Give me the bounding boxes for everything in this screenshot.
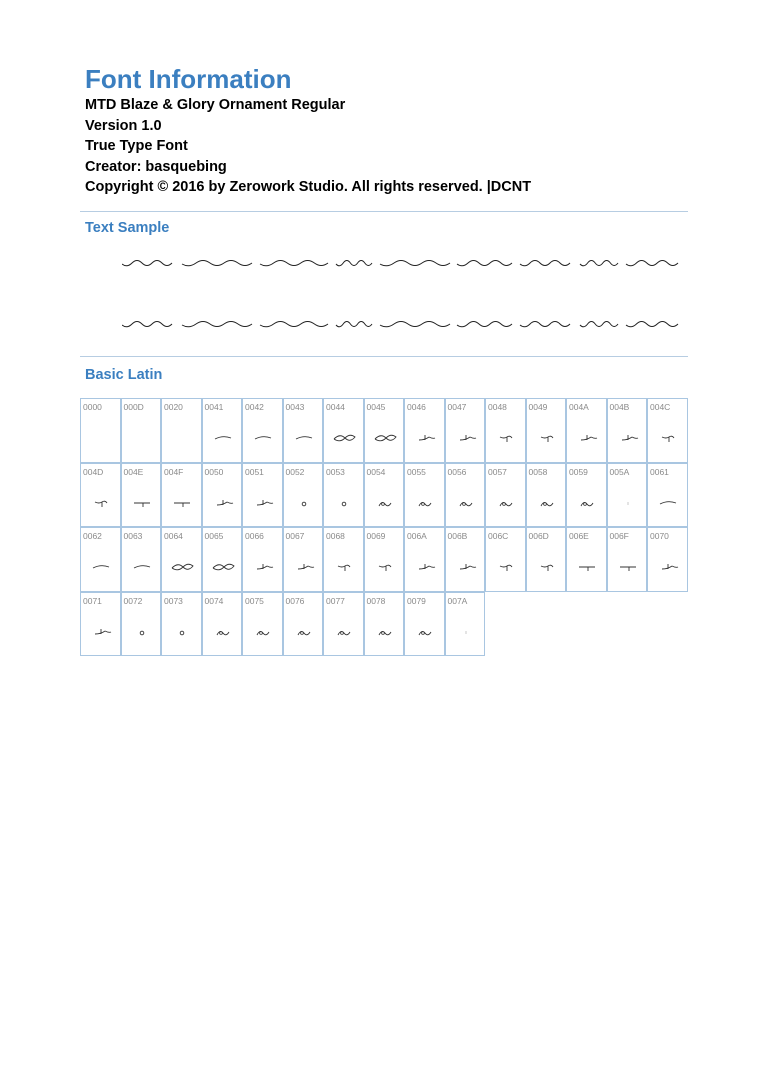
glyph-code: 004D — [83, 466, 104, 477]
text-sample-row — [122, 317, 682, 331]
curl-ornament-glyph — [203, 464, 243, 528]
glyph-cell — [364, 398, 405, 463]
glyph-cell — [566, 398, 607, 463]
glyph-code: 000D — [123, 402, 144, 412]
knot-ornament-glyph — [365, 464, 405, 528]
hook-ornament-glyph — [648, 399, 688, 463]
glyph-code: 007A — [447, 595, 468, 606]
glyph-cell — [242, 398, 283, 463]
dot-ornament-glyph — [324, 464, 364, 528]
knot-ornament-glyph — [567, 464, 607, 528]
glyph-code: 0065 — [204, 531, 224, 541]
glyph-code: 006A — [407, 531, 427, 541]
glyph-code: 0049 — [528, 402, 548, 412]
tick-ornament-glyph — [446, 593, 486, 657]
glyph-cell — [202, 592, 243, 657]
glyph-cell — [283, 592, 324, 657]
glyph-cell — [323, 463, 364, 528]
text-sample-row — [122, 256, 682, 270]
bar-ornament-glyph — [567, 528, 607, 592]
glyph-code: 0044 — [326, 402, 345, 412]
font-info-block — [85, 95, 531, 198]
glyph-cell — [121, 463, 162, 528]
text-sample-ornaments — [122, 256, 682, 270]
glyph-code: 0052 — [285, 466, 305, 477]
glyph-cell — [283, 527, 324, 592]
glyph-cell — [526, 527, 567, 592]
glyph-cell — [526, 398, 567, 463]
glyph-code: 0054 — [366, 466, 386, 477]
bar-ornament-glyph — [608, 528, 648, 592]
knot-ornament-glyph — [324, 593, 364, 657]
sample-ornament-word — [580, 261, 618, 266]
glyph-cell — [242, 527, 283, 592]
glyph-code: 0071 — [83, 595, 102, 606]
glyph-code: 0075 — [245, 595, 264, 606]
glyph-code: 0078 — [366, 595, 386, 606]
curl-ornament-glyph — [81, 593, 121, 657]
glyph-code: 0048 — [488, 402, 507, 412]
curl-ornament-glyph — [648, 528, 688, 592]
glyph-code: 0077 — [326, 595, 345, 606]
glyph-cell — [445, 463, 486, 528]
glyph-code: 0056 — [447, 466, 467, 477]
glyph-cell — [121, 398, 162, 463]
glyph-cell — [647, 398, 688, 463]
glyph-cell — [202, 398, 243, 463]
glyph-code: 0041 — [204, 402, 224, 412]
curl-ornament-glyph — [446, 528, 486, 592]
glyph-code: 004F — [164, 466, 184, 477]
glyph-code: 0069 — [366, 531, 386, 541]
glyph-cell — [161, 592, 202, 657]
glyph-cell — [647, 527, 688, 592]
glyph-cell — [526, 463, 567, 528]
sample-ornament-word — [626, 322, 678, 327]
sample-ornament-word — [182, 261, 252, 266]
glyph-code: 0064 — [164, 531, 183, 541]
glyph-code: 004B — [609, 402, 630, 412]
glyph-cell — [485, 463, 526, 528]
glyph-code: 0042 — [245, 402, 264, 412]
glyph-code: 0020 — [164, 402, 183, 412]
font-type: True Type Font — [85, 138, 188, 154]
hook-ornament-glyph — [365, 528, 405, 592]
glyph-cell — [445, 527, 486, 592]
glyph-cell — [485, 527, 526, 592]
basic-latin-heading: Basic Latin — [85, 367, 163, 383]
glyph-code: 0050 — [204, 466, 224, 477]
hook-ornament-glyph — [324, 528, 364, 592]
swash-ornament-glyph — [122, 528, 162, 592]
glyph-code: 005A — [609, 466, 630, 477]
glyph-cell — [283, 398, 324, 463]
glyph-cell — [80, 592, 121, 657]
glyph-code: 0055 — [407, 466, 426, 477]
bar-ornament-glyph — [122, 464, 162, 528]
sample-ornament-word — [457, 261, 512, 266]
glyph-grid — [80, 398, 689, 658]
sample-ornament-word — [380, 261, 450, 266]
knot-ornament-glyph — [405, 464, 445, 528]
glyph-code: 0000 — [83, 402, 102, 412]
glyph-cell — [121, 527, 162, 592]
hook-ornament-glyph — [486, 528, 526, 592]
hook-ornament-glyph — [81, 464, 121, 528]
glyph-cell — [161, 527, 202, 592]
knot-ornament-glyph — [486, 464, 526, 528]
glyph-code: 004E — [123, 466, 144, 477]
glyph-code: 0051 — [245, 466, 264, 477]
sample-ornament-word — [260, 322, 328, 327]
sample-ornament-word — [260, 261, 328, 266]
swash-ornament-glyph — [648, 464, 688, 528]
glyph-cell — [364, 592, 405, 657]
sample-ornament-word — [336, 261, 372, 266]
glyph-code: 0068 — [326, 531, 345, 541]
tick-ornament-glyph — [608, 464, 648, 528]
font-name: MTD Blaze & Glory Ornament Regular — [85, 97, 346, 113]
loop-ornament-glyph — [324, 399, 364, 463]
glyph-code: 0046 — [407, 402, 426, 412]
glyph-cell — [404, 463, 445, 528]
knot-ornament-glyph — [365, 593, 405, 657]
sample-ornament-word — [520, 322, 570, 327]
knot-ornament-glyph — [405, 593, 445, 657]
text-sample-heading: Text Sample — [85, 220, 170, 236]
curl-ornament-glyph — [608, 399, 648, 463]
glyph-code: 0074 — [204, 595, 224, 606]
sample-ornament-word — [182, 322, 252, 327]
glyph-code: 0073 — [164, 595, 183, 606]
glyph-cell — [485, 398, 526, 463]
glyph-cell — [364, 527, 405, 592]
glyph-code: 0079 — [407, 595, 426, 606]
section-divider — [80, 356, 688, 357]
glyph-cell — [242, 463, 283, 528]
section-divider — [80, 211, 688, 212]
swash-ornament-glyph — [203, 399, 243, 463]
glyph-cell — [80, 398, 121, 463]
glyph-code: 0067 — [285, 531, 305, 541]
glyph-code: 0066 — [245, 531, 264, 541]
glyph-cell — [566, 527, 607, 592]
glyph-cell — [404, 527, 445, 592]
dot-ornament-glyph — [122, 593, 162, 657]
glyph-cell — [161, 463, 202, 528]
glyph-code: 004A — [569, 402, 589, 412]
knot-ornament-glyph — [446, 464, 486, 528]
glyph-cell — [161, 398, 202, 463]
knot-ornament-glyph — [203, 593, 243, 657]
glyph-cell — [323, 527, 364, 592]
glyph-cell — [202, 463, 243, 528]
glyph-cell — [323, 592, 364, 657]
loop-ornament-glyph — [365, 399, 405, 463]
glyph-code: 006B — [447, 531, 468, 541]
glyph-code: 0043 — [285, 402, 305, 412]
glyph-cell — [404, 592, 445, 657]
glyph-code: 0061 — [650, 466, 669, 477]
swash-ornament-glyph — [243, 399, 283, 463]
glyph-code: 006D — [528, 531, 549, 541]
sample-ornament-word — [336, 322, 372, 327]
knot-ornament-glyph — [243, 593, 283, 657]
glyph-cell — [607, 398, 648, 463]
sample-ornament-word — [380, 322, 450, 327]
curl-ornament-glyph — [243, 528, 283, 592]
glyph-code: 0047 — [447, 402, 467, 412]
glyph-code: 0062 — [83, 531, 102, 541]
sample-ornament-word — [580, 322, 618, 327]
glyph-cell — [445, 592, 486, 657]
sample-ornament-word — [457, 322, 512, 327]
curl-ornament-glyph — [446, 399, 486, 463]
glyph-cell — [607, 463, 648, 528]
text-sample-ornaments — [122, 317, 682, 331]
curl-ornament-glyph — [243, 464, 283, 528]
dot-ornament-glyph — [284, 464, 324, 528]
bar-ornament-glyph — [162, 464, 202, 528]
glyph-cell — [404, 398, 445, 463]
glyph-code: 0070 — [650, 531, 669, 541]
hook-ornament-glyph — [527, 399, 567, 463]
dot-ornament-glyph — [162, 593, 202, 657]
page-title: Font Information — [85, 64, 292, 94]
glyph-code: 0063 — [123, 531, 143, 541]
knot-ornament-glyph — [527, 464, 567, 528]
glyph-code: 0072 — [123, 595, 143, 606]
sample-ornament-word — [626, 261, 678, 266]
glyph-cell — [364, 463, 405, 528]
loop-ornament-glyph — [162, 528, 202, 592]
glyph-code: 0059 — [569, 466, 588, 477]
curl-ornament-glyph — [284, 528, 324, 592]
glyph-cell — [607, 527, 648, 592]
glyph-cell — [121, 592, 162, 657]
glyph-cell — [202, 527, 243, 592]
sample-ornament-word — [520, 261, 570, 266]
glyph-cell — [283, 463, 324, 528]
sample-ornament-word — [122, 261, 172, 266]
hook-ornament-glyph — [527, 528, 567, 592]
glyph-code: 0045 — [366, 402, 386, 412]
hook-ornament-glyph — [486, 399, 526, 463]
font-creator: Creator: basquebing — [85, 158, 227, 175]
curl-ornament-glyph — [567, 399, 607, 463]
glyph-code: 006E — [569, 531, 589, 541]
glyph-code: 0076 — [285, 595, 305, 606]
glyph-code: 0053 — [326, 466, 345, 477]
glyph-code: 0058 — [528, 466, 548, 477]
swash-ornament-glyph — [284, 399, 324, 463]
glyph-cell — [445, 398, 486, 463]
glyph-code: 004C — [650, 402, 671, 412]
glyph-cell — [566, 463, 607, 528]
font-version: Version 1.0 — [85, 117, 162, 134]
glyph-cell — [80, 527, 121, 592]
glyph-code: 006F — [609, 531, 629, 541]
glyph-cell — [242, 592, 283, 657]
curl-ornament-glyph — [405, 399, 445, 463]
glyph-cell — [647, 463, 688, 528]
knot-ornament-glyph — [284, 593, 324, 657]
glyph-code: 0057 — [488, 466, 507, 477]
curl-ornament-glyph — [405, 528, 445, 592]
swash-ornament-glyph — [81, 528, 121, 592]
sample-ornament-word — [122, 322, 172, 327]
font-copyright: Copyright © 2016 by Zerowork Studio. All rights reserved. |DCNT — [85, 179, 532, 195]
glyph-cell — [323, 398, 364, 463]
loop-ornament-glyph — [203, 528, 243, 592]
glyph-cell — [80, 463, 121, 528]
glyph-code: 006C — [488, 531, 509, 541]
